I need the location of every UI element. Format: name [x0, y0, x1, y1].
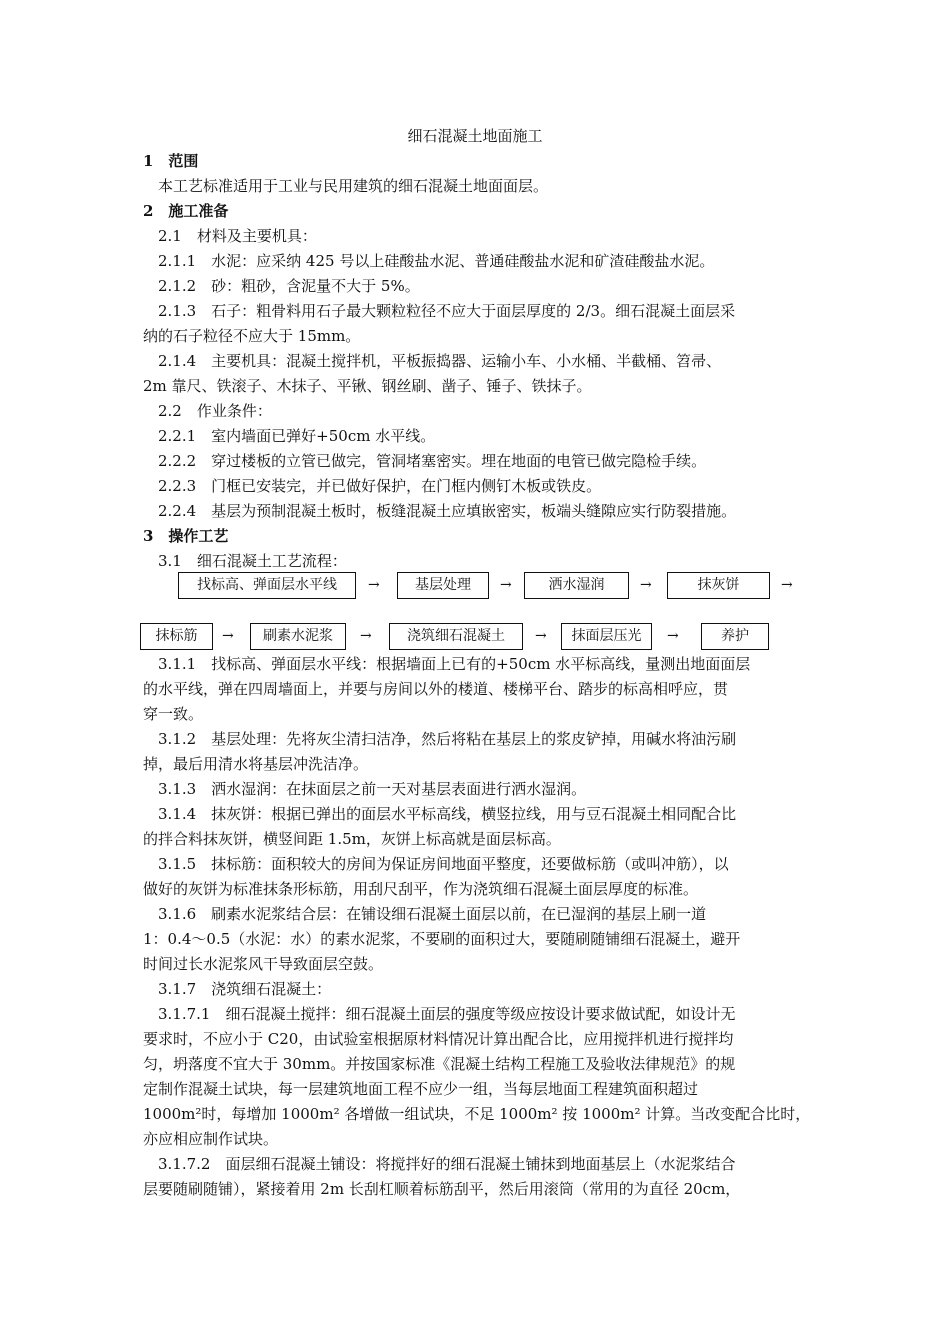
- paragraph-line: 3.1.7.1 细石混凝土搅拌：细石混凝土面层的强度等级应按设计要求做试配，如设计无: [143, 1005, 736, 1023]
- paragraph-line: 本工艺标准适用于工业与民用建筑的细石混凝土地面面层。: [143, 177, 549, 195]
- paragraph-line: 2.1.1 水泥：应采纳 425 号以上硅酸盐水泥、普通硅酸盐水泥和矿渣硅酸盐水泥。: [143, 252, 715, 270]
- paragraph-line: 3.1.4 抹灰饼：根据已弹出的面层水平标高线，横竖拉线，用与豆石混凝土相同配合比: [143, 805, 737, 823]
- flow-arrow: →: [535, 628, 547, 644]
- paragraph-line: 3.1.1 找标高、弹面层水平线：根据墙面上已有的+50cm 水平标高线，量测出地面面层: [143, 655, 751, 673]
- flow-step-box: 抹标筋: [140, 623, 213, 650]
- paragraph-line: 2.2.4 基层为预制混凝土板时，板缝混凝土应填嵌密实，板端头缝隙应实行防裂措施。: [143, 502, 737, 520]
- paragraph-line: 2m 靠尺、铁滚子、木抹子、平锹、钢丝刷、凿子、锤子、铁抹子。: [143, 377, 592, 395]
- paragraph-line: 2.2 作业条件：: [143, 402, 272, 420]
- flow-step-box: 浇筑细石混凝土: [389, 623, 523, 650]
- paragraph-line: 做好的灰饼为标准抹条形标筋，用刮尺刮平，作为浇筑细石混凝土面层厚度的标准。: [143, 880, 699, 898]
- paragraph-line: 的水平线，弹在四周墙面上，并要与房间以外的楼道、楼梯平台、踏步的标高相呼应，贯: [143, 680, 729, 698]
- paragraph-line: 3.1.5 抹标筋：面积较大的房间为保证房间地面平整度，还要做标筋（或叫冲筋），以: [143, 855, 729, 873]
- paragraph-line: 3.1.7.2 面层细石混凝土铺设：将搅拌好的细石混凝土铺抹到地面基层上（水泥浆结合: [143, 1155, 736, 1173]
- section-heading: 1 范围: [143, 152, 199, 170]
- section-heading: 2 施工准备: [143, 202, 229, 220]
- flow-arrow: →: [368, 577, 380, 593]
- flow-step-box: 抹面层压光: [561, 623, 652, 650]
- flow-arrow: →: [667, 628, 679, 644]
- paragraph-line: 2.2.2 穿过楼板的立管已做完，管洞堵塞密实。埋在地面的电管已做完隐检手续。: [143, 452, 707, 470]
- flow-arrow: →: [360, 628, 372, 644]
- paragraph-line: 穿一致。: [143, 705, 204, 723]
- paragraph-line: 2.2.3 门框已安装完，并已做好保护，在门框内侧钉木板或铁皮。: [143, 477, 602, 495]
- flow-step-box: 找标高、弹面层水平线: [178, 572, 356, 599]
- flow-step-box: 刷素水泥浆: [250, 623, 346, 650]
- flow-step-box: 基层处理: [397, 572, 489, 599]
- paragraph-line: 定制作混凝土试块，每一层建筑地面工程不应少一组，当每层地面工程建筑面积超过: [143, 1080, 699, 1098]
- section-heading: 3 操作工艺: [143, 527, 229, 545]
- paragraph-line: 1000m²时，每增加 1000m² 各增做一组试块，不足 1000m² 按 1000m² 计算。当改变配合比时，: [143, 1105, 811, 1123]
- paragraph-line: 的拌合料抹灰饼，横竖间距 1.5m，灰饼上标高就是面层标高。: [143, 830, 561, 848]
- paragraph-line: 2.2.1 室内墙面已弹好+50cm 水平线。: [143, 427, 436, 445]
- paragraph-line: 亦应相应制作试块。: [143, 1130, 279, 1148]
- document-title: 细石混凝土地面施工: [407, 127, 543, 145]
- paragraph-line: 3.1.6 刷素水泥浆结合层：在铺设细石混凝土面层以前，在已湿润的基层上刷一道: [143, 905, 707, 923]
- flow-arrow: →: [640, 577, 652, 593]
- paragraph-line: 3.1 细石混凝土工艺流程：: [143, 552, 347, 570]
- paragraph-line: 时间过长水泥浆风干导致面层空鼓。: [143, 955, 384, 973]
- paragraph-line: 掉，最后用清水将基层冲洗洁净。: [143, 755, 369, 773]
- paragraph-line: 层要随刷随铺），紧接着用 2m 长刮杠顺着标筋刮平，然后用滚筒（常用的为直径 20cm，: [143, 1180, 741, 1198]
- paragraph-line: 3.1.3 洒水湿润：在抹面层之前一天对基层表面进行洒水湿润。: [143, 780, 587, 798]
- paragraph-line: 2.1.4 主要机具：混凝土搅拌机，平板振捣器、运输小车、小水桶、半截桶、笤帚、: [143, 352, 722, 370]
- flow-arrow: →: [781, 577, 793, 593]
- flow-step-box: 抹灰饼: [667, 572, 770, 599]
- paragraph-line: 3.1.2 基层处理：先将灰尘清扫洁净，然后将粘在基层上的浆皮铲掉，用碱水将油污刷: [143, 730, 737, 748]
- flow-arrow: →: [500, 577, 512, 593]
- paragraph-line: 3.1.7 浇筑细石混凝土：: [143, 980, 332, 998]
- paragraph-line: 纳的石子粒径不应大于 15mm。: [143, 327, 361, 345]
- flow-step-box: 养护: [701, 623, 769, 650]
- paragraph-line: 2.1.2 砂：粗砂，含泥量不大于 5%。: [143, 277, 420, 295]
- paragraph-line: 2.1 材料及主要机具：: [143, 227, 317, 245]
- paragraph-line: 匀，坍落度不宜大于 30mm。并按国家标准《混凝土结构工程施工及验收法律规范》的规: [143, 1055, 736, 1073]
- flow-step-box: 洒水湿润: [524, 572, 629, 599]
- paragraph-line: 2.1.3 石子：粗骨料用石子最大颗粒粒径不应大于面层厚度的 2/3。细石混凝土面层采: [143, 302, 736, 320]
- paragraph-line: 要求时，不应小于 C20，由试验室根据原材料情况计算出配合比，应用搅拌机进行搅拌均: [143, 1030, 734, 1048]
- paragraph-line: 1：0.4～0.5（水泥：水）的素水泥浆，不要刷的面积过大，要随刷随铺细石混凝土，避开: [143, 930, 741, 948]
- flow-arrow: →: [222, 628, 234, 644]
